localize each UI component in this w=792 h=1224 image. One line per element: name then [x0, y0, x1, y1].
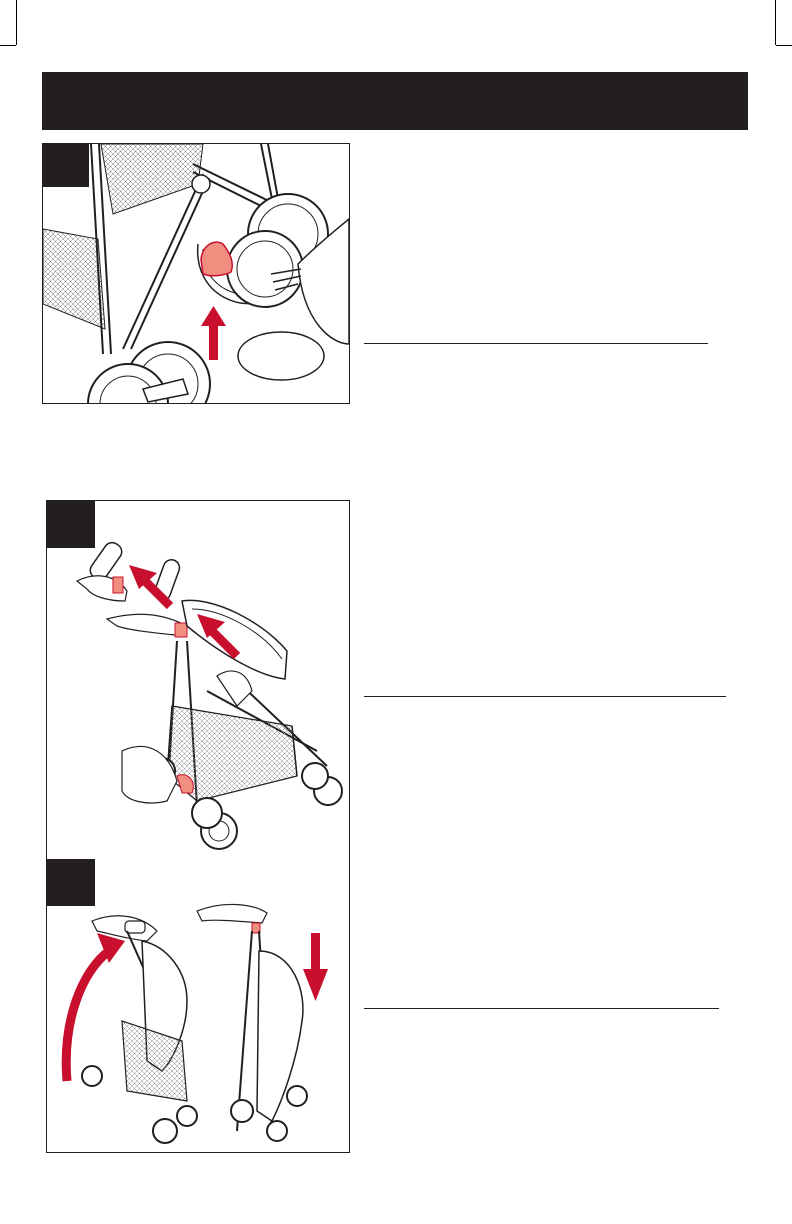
crop-mark-top-left-h [0, 45, 16, 46]
red-arrow-up-icon [201, 306, 226, 360]
text-rule-2 [364, 696, 726, 697]
stroller-brake-illustration [43, 144, 349, 403]
text-rule-3 [364, 1008, 719, 1009]
red-arrow-down-icon [303, 933, 328, 1001]
text-rule-1 [364, 343, 708, 344]
red-arrow-curved-icon [66, 933, 125, 1081]
callout-oval [238, 332, 324, 380]
crop-mark-top-left-v [16, 0, 17, 45]
crop-mark-top-right-v [775, 0, 776, 45]
brake-pedal-icon [201, 242, 232, 276]
stroller-fold-illustration [47, 501, 349, 1152]
illustration-panel-2 [46, 500, 350, 1153]
crop-mark-top-right-h [776, 45, 792, 46]
illustration-panel-1 [42, 143, 350, 404]
section-header-bar [42, 72, 748, 130]
